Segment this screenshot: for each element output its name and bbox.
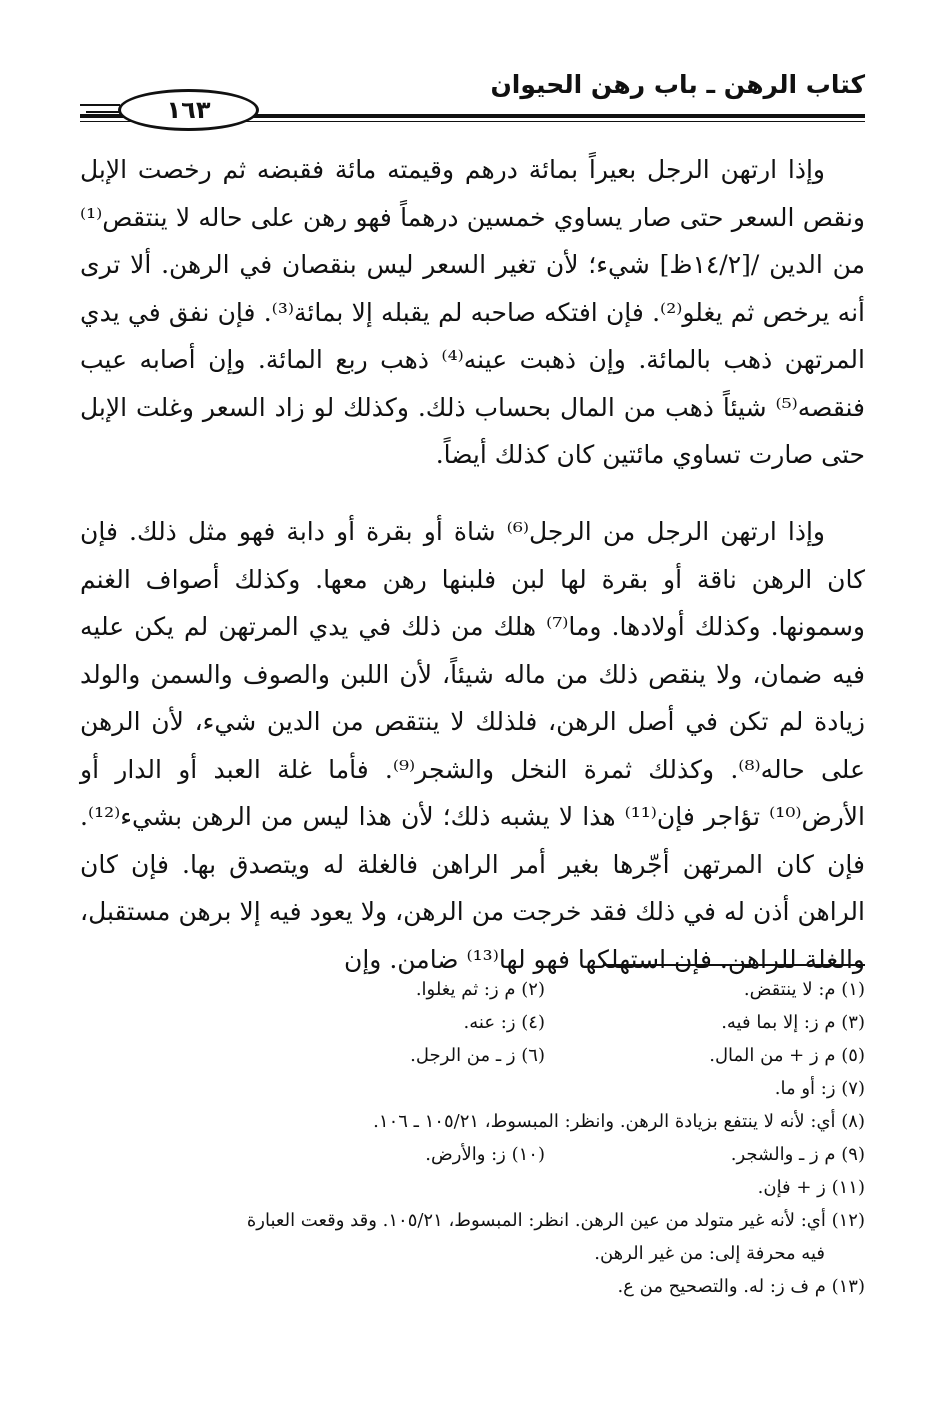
footnote-13: (١٣) م ف ز: له. والتصحيح من ع. xyxy=(617,1276,865,1297)
footnote-separator xyxy=(603,964,865,966)
footnote-row xyxy=(80,1270,865,1303)
footnote-row xyxy=(80,1237,865,1270)
footnote-row xyxy=(80,1072,865,1105)
header-ornament-2 xyxy=(86,111,120,113)
footnote-6: (٦) ز ـ من الرجل. xyxy=(410,1045,545,1066)
footnote-row xyxy=(80,1138,865,1171)
footnote-row xyxy=(80,1171,865,1204)
footnote-2: (٢) م ز: ثم يغلوا. xyxy=(415,979,545,1000)
footnote-12-continued: فيه محرفة إلى: من غير الرهن. xyxy=(594,1243,825,1264)
footnote-5: (٥) م ز + من المال. xyxy=(709,1045,865,1066)
footnote-10: (١٠) ز: والأرض. xyxy=(425,1144,545,1165)
footnote-4: (٤) ز: عنه. xyxy=(463,1012,545,1033)
footnotes xyxy=(80,973,865,1303)
page-number-frame xyxy=(118,89,259,131)
body-paragraph-2 xyxy=(80,508,865,983)
footnote-12: (١٢) أي: لأنه غير متولد من عين الرهن. انظر: المبسوط، ١٠٥/٢١. وقد وقعت العبارة xyxy=(246,1210,865,1231)
footnote-row xyxy=(80,1204,865,1237)
header-ornament xyxy=(80,104,120,106)
footnote-row xyxy=(80,1006,865,1039)
footnote-row xyxy=(80,1039,865,1072)
footnote-row xyxy=(80,973,865,1006)
footnote-9: (٩) م ز ـ والشجر. xyxy=(730,1144,865,1165)
paragraph-text: وإذا ارتهن الرجل من الرجل⁽⁶⁾ شاة أو بقرة أو دابة فهو مثل ذلك. فإن كان الرهن ناقة أو بقرة لها لبن فلبنها رهن معها. وكذلك أصواف الغنم وسمونها. وكذلك أولادها. وما⁽⁷⁾ هلك من ذلك في يدي المرتهن لم يكن عليه فيه ضمان، ولا ينقص ذلك من ماله شيئاً، لأن اللبن والصوف والسمن والولد زيادة لم تكن في أصل الرهن، فلذلك لا ينتقص من الدين شيء، لأن الرهن على حاله⁽⁸⁾. وكذلك ثمرة النخل والشجر⁽⁹⁾. فأما غلة العبد أو الدار أو الأرض⁽¹⁰⁾ تؤاجر فإن⁽¹¹⁾ هذا لا يشبه ذلك؛ لأن هذا ليس من الرهن بشيء⁽¹²⁾. فإن كان المرتهن أجّرها بغير أمر الراهن فالغلة له ويتصدق بها. فإن كان الراهن أذن له في ذلك فقد خرجت من الرهن، ولا يعود فيه إلا برهن مستقبل، والغلة للراهن. فإن استهلكها فهو لها⁽¹³⁾ ضامن. وإن xyxy=(80,517,866,974)
running-header xyxy=(80,62,865,132)
footnote-11: (١١) ز + فإن. xyxy=(757,1177,865,1198)
chapter-title: كتاب الرهن ـ باب رهن الحيوان xyxy=(490,70,865,99)
footnote-7: (٧) ز: أو ما. xyxy=(774,1078,865,1099)
footnote-1: (١) م: لا ينتقض. xyxy=(743,979,865,1000)
footnote-8: (٨) أي: لأنه لا ينتفع بزيادة الرهن. وانظر: المبسوط، ١٠٥/٢١ ـ ١٠٦. xyxy=(373,1111,865,1132)
body-paragraph-1 xyxy=(80,146,865,479)
footnote-3: (٣) م ز: إلا بما فيه. xyxy=(721,1012,865,1033)
page-number: ١٦٣ xyxy=(166,96,211,124)
paragraph-text: وإذا ارتهن الرجل بعيراً بمائة درهم وقيمته مائة فقبضه ثم رخصت الإبل ونقص السعر حتى صار يساوي خمسين درهماً فهو رهن على حاله لا ينتقص⁽¹⁾ من الدين /[١٤/٢ظ] شيء؛ لأن تغير السعر ليس بنقصان في الرهن. ألا ترى أنه يرخص ثم يغلو⁽²⁾. فإن افتكه صاحبه لم يقبله إلا بمائة⁽³⁾. فإن نفق في يدي المرتهن ذهب بالمائة. وإن ذهبت عينه⁽⁴⁾ ذهب ربع المائة. وإن أصابه عيب فنقصه⁽⁵⁾ شيئاً ذهب من المال بحساب ذلك. وكذلك لو زاد السعر وغلت الإبل حتى صارت تساوي مائتين كان كذلك أيضاً. xyxy=(80,155,865,469)
footnote-row xyxy=(80,1105,865,1138)
